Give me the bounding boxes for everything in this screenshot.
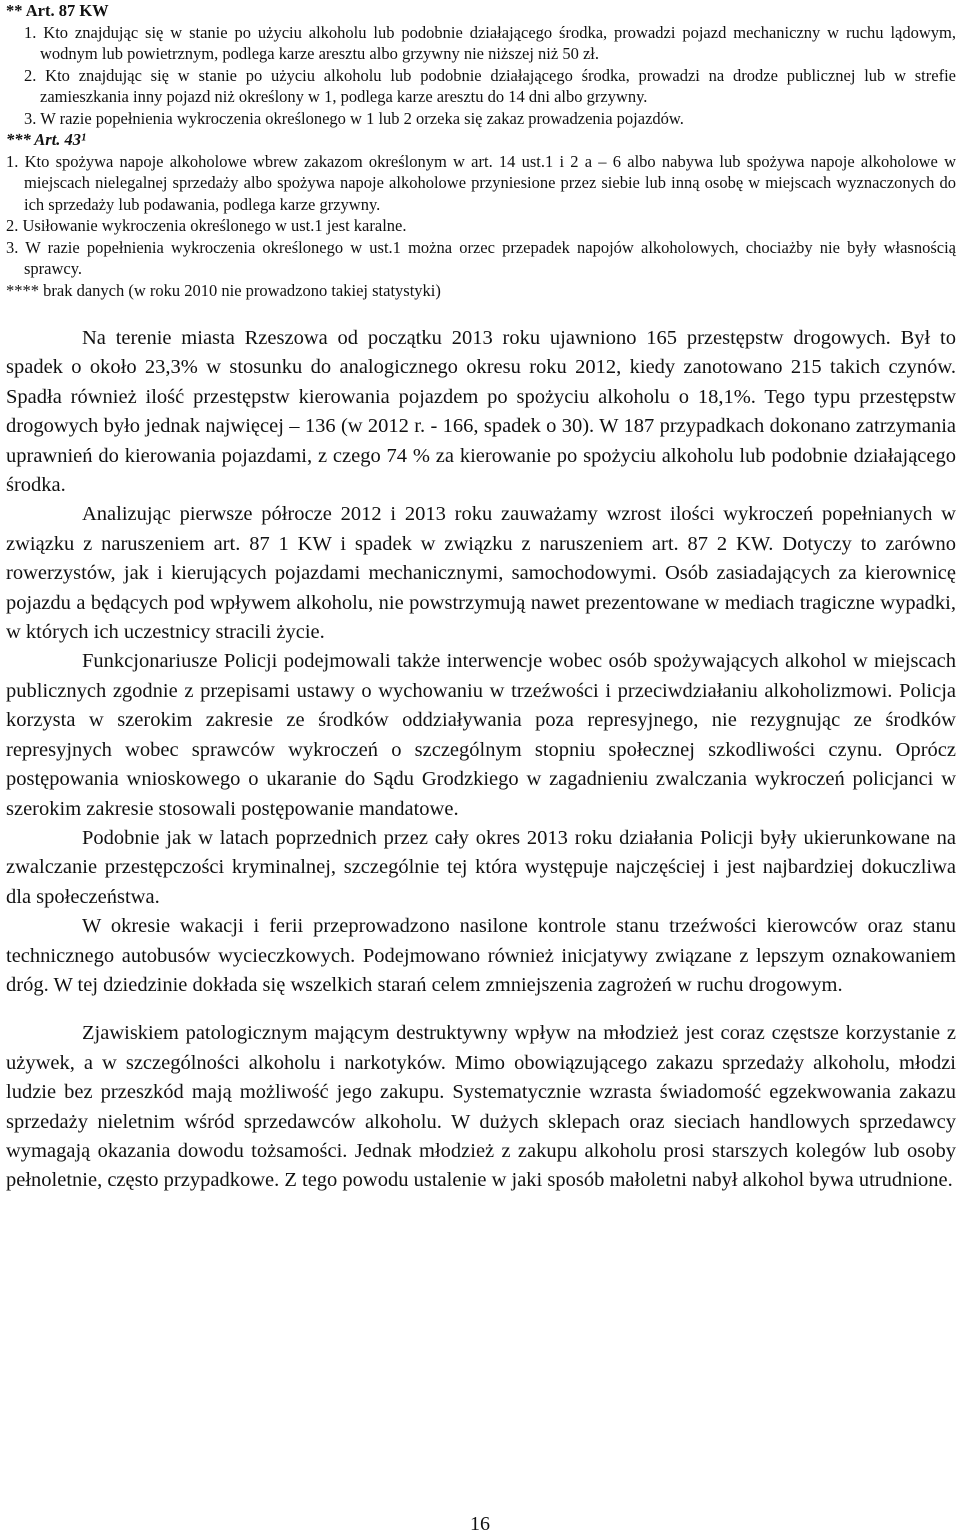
report-body bbox=[6, 324, 956, 1196]
footnote-art87-item-2: 2. Kto znajdując się w stanie po użyciu alkoholu lub podobnie działającego środka, prowadzi na drodze publicznej lub w strefie zamieszkania inny pojazd niż określony w 1, podlega karze aresztu do 14 dni albo grzywny. bbox=[24, 65, 956, 106]
footnote-no-data-note: **** brak danych (w roku 2010 nie prowadzono takiej statystyki) bbox=[6, 280, 441, 300]
body-paragraph: Analizując pierwsze półrocze 2012 i 2013 roku zauważamy wzrost ilości wykroczeń popełnianych w związku z naruszeniem art. 87 1 KW i spadek w związku z naruszeniem art. 87 2 KW. Dotyczy to zarówno rowerzystów, jak i kierujących pojazdami mechanicznymi, samochodowymi. Osób zasiadających za kierownicę pojazdu a będących pod wpływem alkoholu, nie powstrzymują nawet prezentowane w mediach tragiczne wypadki, w których ich uczestnicy stracili życie. bbox=[6, 503, 956, 644]
footnote-art43-heading: *** Art. 43¹ bbox=[6, 130, 86, 149]
document-page bbox=[6, 0, 956, 1196]
footnotes bbox=[6, 0, 956, 301]
footnote-art43-item-3: 3. W razie popełnienia wykroczenia określonego w ust.1 można orzec przepadek napojów alkoholowych, chociażby nie były własnością sprawcy. bbox=[6, 237, 956, 278]
body-paragraph: W okresie wakacji i ferii przeprowadzono nasilone kontrole stanu trzeźwości kierowców oraz stanu technicznego autobusów wycieczkowych. Podejmowano również inicjatywy związane z lepszym oznakowaniem dróg. W tej dziedzinie dokłada się wszelkich starań celem zmniejszenia zagrożeń w ruchu drogowym. bbox=[6, 915, 956, 996]
body-paragraph: Zjawiskiem patologicznym mającym destruktywny wpływ na młodzież jest coraz częstsze korzystanie z używek, a w szczególności alkoholu i narkotyków. Mimo obowiązującego zakazu sprzedaży alkoholu, młodzi ludzie bez przeszkód mają możliwość jego zakupu. Systematycznie wzrasta świadomość egzekwowania zakazu sprzedaży nieletnim wśród sprzedawców alkoholu. W dużych sklepach oraz sieciach handlowych sprzedawcy wymagają okazania dowodu tożsamości. Jednak młodzież z zakupu alkoholu prosi starszych kolegów lub osoby pełnoletnie, często przypadkowe. Z tego powodu ustalenie w jaki sposób małoletni nabył alkohol bywa utrudnione. bbox=[6, 1022, 956, 1192]
body-paragraph: Na terenie miasta Rzeszowa od początku 2013 roku ujawniono 165 przestępstw drogowych. Był to spadek o około 23,3% w stosunku do analogicznego okresu roku 2012, kiedy zanotowano 215 takich czynów. Spadła również ilość przestępstw kierowania pojazdem po spożyciu alkoholu o 18,1%. Tego typu przestępstw drogowych było jednak najwięcej – 136 (w 2012 r. - 166, spadek o 30). W 187 przypadkach dokonano zatrzymania uprawnień do kierowania pojazdami, z czego 74 % za kierowanie po spożyciu alkoholu lub podobnie działającego środka. bbox=[6, 327, 956, 497]
footnote-art43-item-1: 1. Kto spożywa napoje alkoholowe wbrew zakazom określonym w art. 14 ust.1 i 2 a – 6 albo nabywa lub spożywa napoje alkoholowe w miejscach nielegalnej sprzedaży albo spożywa napoje alkoholowe przyniesione przez siebie lub inną osobę w miejscach wyznaczonych do ich sprzedaży lub podawania, podlega karze grzywny. bbox=[6, 151, 956, 214]
body-paragraph: Podobnie jak w latach poprzednich przez cały okres 2013 roku działania Policji były ukierunkowane na zwalczanie przestępczości kryminalnej, szczególnie tej która występuje najczęściej i jest najbardziej dokuczliwa dla społeczeństwa. bbox=[6, 826, 956, 908]
footnote-art87-heading: ** Art. 87 KW bbox=[6, 1, 109, 20]
footnote-art43-item-2: 2. Usiłowanie wykroczenia określonego w ust.1 jest karalne. bbox=[6, 216, 407, 235]
body-paragraph: Funkcjonariusze Policji podejmowali także interwencje wobec osób spożywających alkohol w miejscach publicznych zgodnie z przepisami ustawy o wychowaniu w trzeźwości i przeciwdziałaniu alkoholizmowi. Policja korzysta w szerokim zakresie ze środków oddziaływania poza represyjnego, nie rezygnując ze środków represyjnych wobec sprawców wykroczeń o szczególnym stopniu społecznej szkodliwości czynu. Oprócz postępowania wnioskowego o ukaranie do Sądu Grodzkiego w zagadnieniu zwalczania wykroczeń policjanci w szerokim zakresie stosowali postępowanie mandatowe. bbox=[6, 650, 956, 820]
footnote-art87-item-1: 1. Kto znajdując się w stanie po użyciu alkoholu lub podobnie działającego środka, prowadzi pojazd mechaniczny w ruchu lądowym, wodnym lub powietrznym, podlega karze aresztu albo grzywny nie niższej niż 50 zł. bbox=[24, 22, 956, 63]
page-number: 16 bbox=[470, 1513, 490, 1535]
footnote-art87-item-3: 3. W razie popełnienia wykroczenia określonego w 1 lub 2 orzeka się zakaz prowadzenia pojazdów. bbox=[24, 108, 684, 128]
